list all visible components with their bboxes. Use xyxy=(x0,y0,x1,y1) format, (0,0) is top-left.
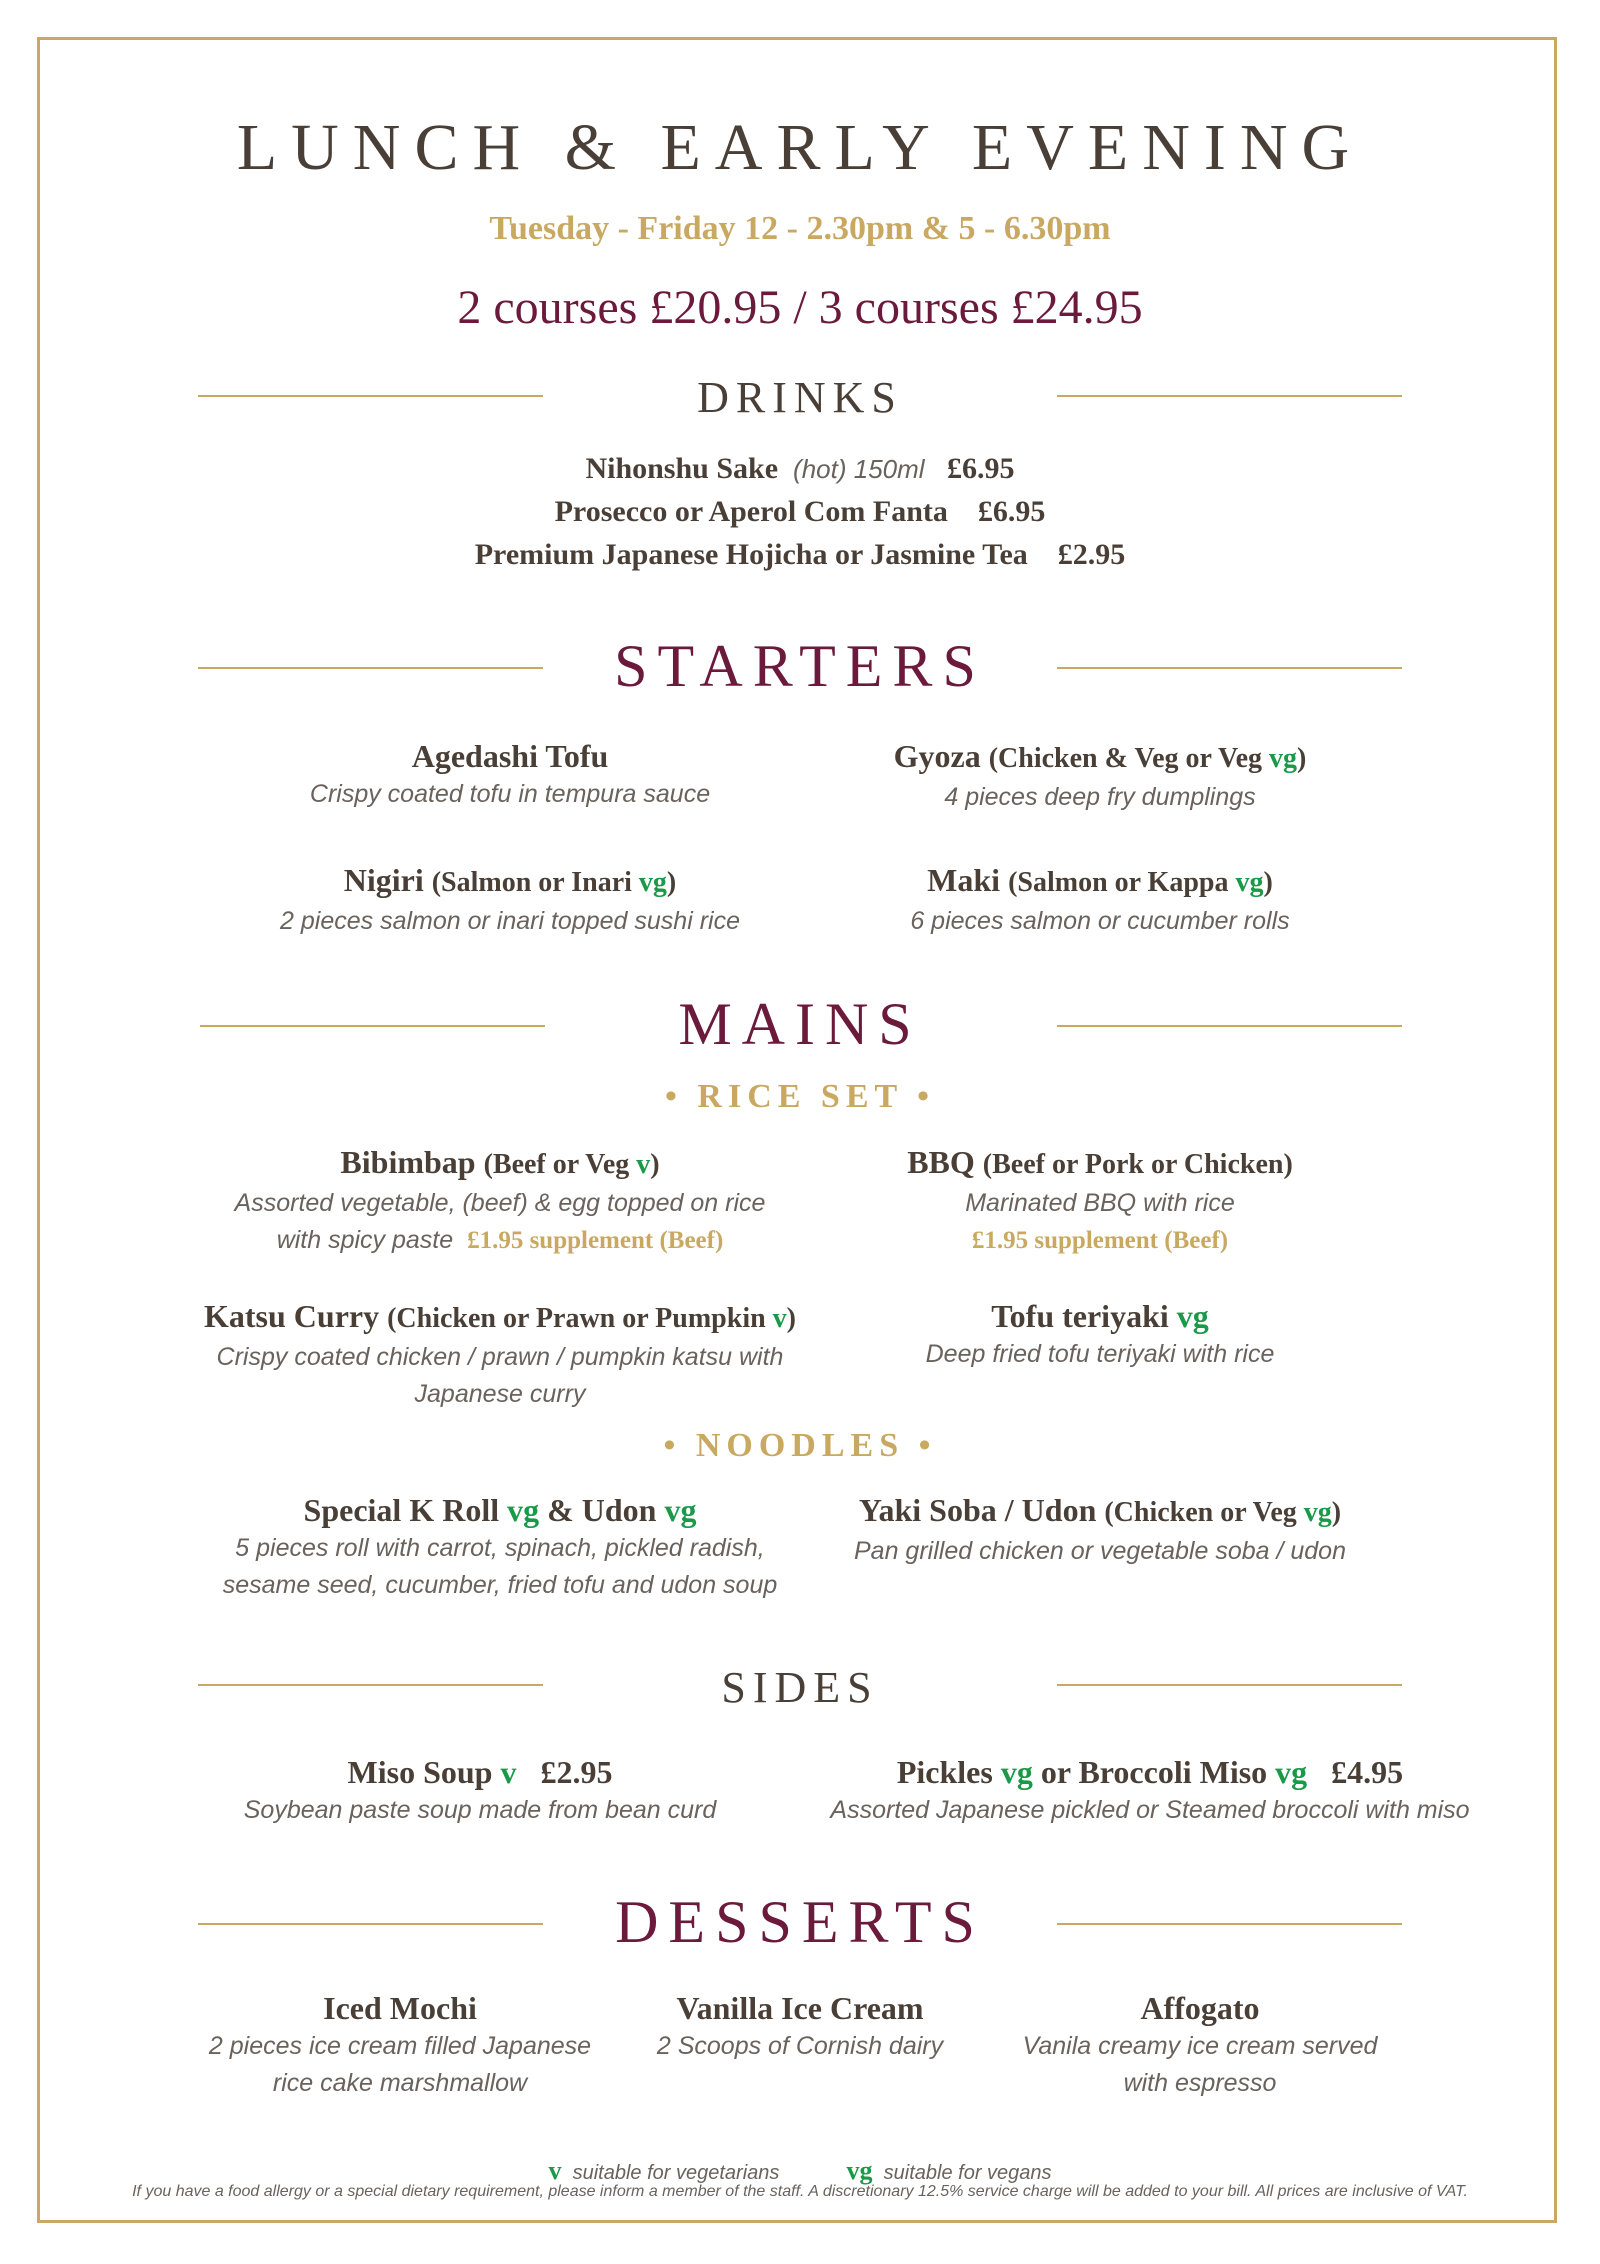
menu-item xyxy=(780,1142,1420,1259)
menu-title: LUNCH & EARLY EVENING xyxy=(236,111,1364,184)
item-description: 6 pieces salmon or cucumber rolls xyxy=(910,907,1290,935)
menu-item xyxy=(190,736,830,813)
item-description: Crispy coated chicken / prawn / pumpkin katsu with xyxy=(216,1343,784,1371)
item-description: rice cake marshmallow xyxy=(272,2069,528,2097)
vegan-tag: vg xyxy=(1176,1298,1209,1334)
item-description: Pan grilled chicken or vegetable soba / udon xyxy=(854,1537,1346,1565)
vegan-tag: vg xyxy=(638,867,667,898)
supplement-note: £1.95 supplement (Beef) xyxy=(467,1227,724,1254)
legend-label: suitable for vegetarians xyxy=(572,2162,780,2184)
drink-name: Premium Japanese Hojicha or Jasmine Tea xyxy=(474,538,1028,571)
drink-item xyxy=(0,538,1600,572)
noodles-subheading: • NOODLES • xyxy=(663,1427,937,1464)
item-name: BBQ (Beef or Pork or Chicken) xyxy=(907,1144,1293,1180)
item-description: Vanila creamy ice cream served xyxy=(1022,2032,1378,2060)
drink-note: (hot) 150ml xyxy=(793,454,925,484)
item-name: Miso Soup v £2.95 xyxy=(347,1754,613,1790)
menu-item xyxy=(780,1490,1420,1570)
drink-item xyxy=(0,452,1600,486)
menu-item xyxy=(180,1296,820,1413)
starters-heading: STARTERS xyxy=(614,633,986,699)
menu-item xyxy=(180,1142,820,1259)
item-name: Maki (Salmon or Kappa vg) xyxy=(927,862,1273,898)
item-name: Katsu Curry (Chicken or Prawn or Pumpkin v) xyxy=(204,1298,796,1334)
item-description: Assorted Japanese pickled or Steamed broccoli with miso xyxy=(830,1796,1470,1824)
dietary-legend xyxy=(0,2156,1600,2186)
vegan-tag: vg xyxy=(1000,1754,1033,1790)
item-name: Affogato xyxy=(1140,1990,1260,2026)
item-name: Pickles vg or Broccoli Miso vg £4.95 xyxy=(896,1754,1404,1790)
course-prices: 2 courses £20.95 / 3 courses £24.95 xyxy=(457,281,1143,334)
vegetarian-tag: v xyxy=(500,1754,517,1790)
menu-item xyxy=(780,736,1420,816)
allergy-notice: If you have a food allergy or a special dietary requirement, please inform a member of the staff. A discretionary 12.5% service charge will be added to your bill. All prices are inclusive of VAT. xyxy=(132,2183,1468,2200)
item-name: Agedashi Tofu xyxy=(411,738,609,774)
drink-name: Prosecco or Aperol Com Fanta xyxy=(554,495,948,528)
sides-heading: SIDES xyxy=(721,1663,879,1712)
vegetarian-tag: v xyxy=(772,1303,787,1334)
vegan-tag: vg xyxy=(664,1492,697,1528)
menu-item xyxy=(160,1752,800,1829)
item-description: 2 Scoops of Cornish dairy xyxy=(656,2032,944,2060)
item-description: 4 pieces deep fry dumplings xyxy=(944,783,1256,811)
item-description: Assorted vegetable, (beef) & egg topped on rice xyxy=(234,1189,766,1217)
item-description: Crispy coated tofu in tempura sauce xyxy=(309,780,711,808)
legend-label: suitable for vegans xyxy=(883,2162,1052,2184)
vegetarian-tag: v xyxy=(548,2156,562,2185)
drinks-heading: DRINKS xyxy=(697,373,903,422)
mains-heading: MAINS xyxy=(678,991,922,1057)
vegetarian-tag: v xyxy=(636,1149,651,1180)
drink-price: £6.95 xyxy=(947,452,1015,485)
vegan-tag: vg xyxy=(846,2156,873,2185)
item-price: £4.95 xyxy=(1331,1754,1404,1790)
menu-item xyxy=(780,860,1420,940)
item-description: with espresso xyxy=(1123,2069,1277,2097)
item-description: Marinated BBQ with rice xyxy=(965,1189,1235,1217)
drink-name: Nihonshu Sake xyxy=(585,452,779,485)
menu-item xyxy=(180,1988,620,2102)
drink-price: £2.95 xyxy=(1057,538,1126,571)
item-name: Gyoza (Chicken & Veg or Veg vg) xyxy=(893,738,1307,774)
item-description: Soybean paste soup made from bean curd xyxy=(243,1796,717,1824)
item-description: sesame seed, cucumber, fried tofu and udon soup xyxy=(222,1571,778,1599)
item-description: Deep fried tofu teriyaki with rice xyxy=(925,1340,1275,1368)
item-name: Iced Mochi xyxy=(323,1990,477,2026)
item-name: Tofu teriyaki vg xyxy=(991,1298,1209,1334)
vegan-tag: vg xyxy=(507,1492,540,1528)
item-name: Yaki Soba / Udon (Chicken or Veg vg) xyxy=(858,1492,1342,1528)
item-description: 5 pieces roll with carrot, spinach, pickled radish, xyxy=(235,1534,765,1562)
menu-item xyxy=(580,1988,1020,2065)
item-description xyxy=(780,1222,1420,1259)
item-name: Nigiri (Salmon or Inari vg) xyxy=(343,862,677,898)
item-name: Vanilla Ice Cream xyxy=(676,1990,924,2026)
vegan-tag: vg xyxy=(1303,1497,1332,1528)
item-description: Japanese curry xyxy=(414,1380,586,1408)
rice-set-subheading: • RICE SET • xyxy=(665,1078,935,1115)
drink-item xyxy=(0,495,1600,529)
menu-item xyxy=(790,1752,1510,1829)
item-description: 2 pieces salmon or inari topped sushi rice xyxy=(280,907,740,935)
item-description: 2 pieces ice cream filled Japanese xyxy=(208,2032,592,2060)
menu-item xyxy=(180,1490,820,1604)
item-name: Bibimbap (Beef or Veg v) xyxy=(340,1144,660,1180)
opening-hours: Tuesday - Friday 12 - 2.30pm & 5 - 6.30pm xyxy=(489,210,1111,247)
drink-price: £6.95 xyxy=(977,495,1046,528)
item-name: Special K Roll vg & Udon vg xyxy=(303,1492,697,1528)
vegan-tag: vg xyxy=(1275,1754,1308,1790)
menu-item xyxy=(780,1296,1420,1373)
desserts-heading: DESSERTS xyxy=(615,1889,985,1955)
item-price: £2.95 xyxy=(540,1754,613,1790)
vegan-tag: vg xyxy=(1235,867,1264,898)
supplement-note: £1.95 supplement (Beef) xyxy=(971,1227,1229,1254)
vegan-tag: vg xyxy=(1269,743,1298,774)
item-description: with spicy paste £1.95 supplement (Beef) xyxy=(276,1226,724,1254)
menu-item xyxy=(190,860,830,940)
menu-item xyxy=(980,1988,1420,2102)
